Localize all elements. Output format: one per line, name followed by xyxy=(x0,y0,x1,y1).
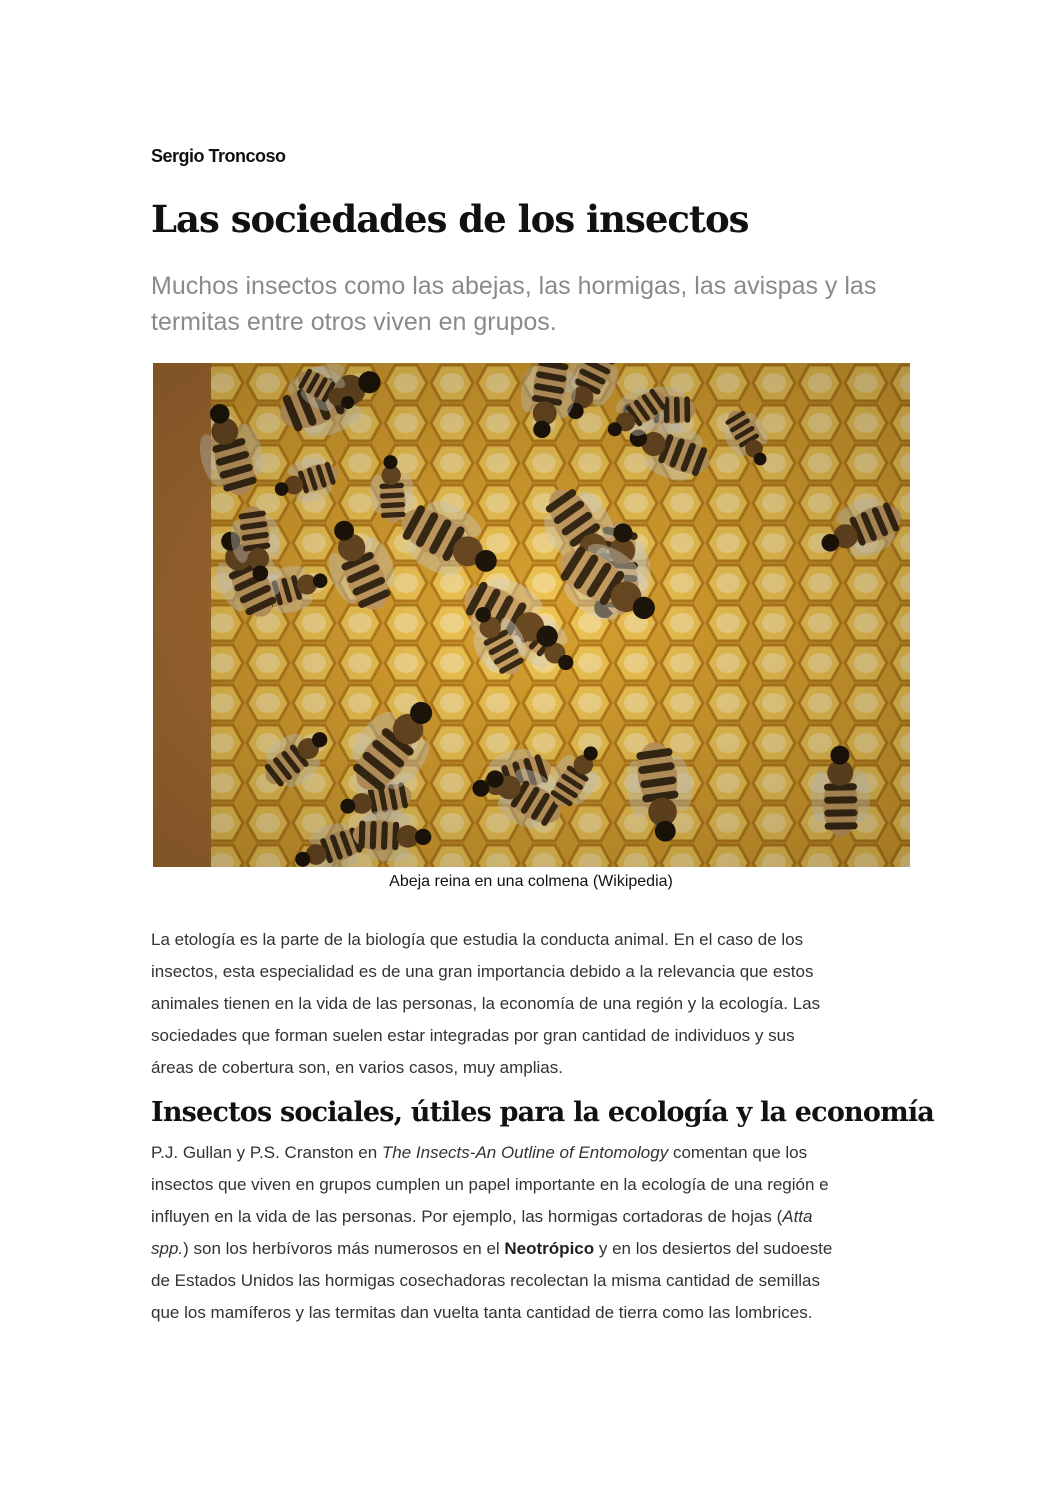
paragraph-line: de Estados Unidos las hormigas cosechadoras recolectan la misma cantidad de semillas xyxy=(151,1271,821,1290)
article-title: Las sociedades de los insectos xyxy=(151,197,749,241)
species-abbrev: spp. xyxy=(151,1239,184,1258)
paragraph-line: que los mamíferos y las termitas dan vuelta tanta cantidad de tierra como las lombrices. xyxy=(151,1303,813,1322)
article-subtitle: Muchos insectos como las abejas, las hormigas, las avispas y las termitas entre otros viven en grupos. xyxy=(151,272,877,336)
section-paragraph xyxy=(151,1137,911,1329)
species-name: Atta xyxy=(782,1207,813,1226)
paragraph-line: insectos, esta especialidad es de una gran importancia debido a la relevancia que estos xyxy=(151,962,814,981)
region-name: Neotrópico xyxy=(504,1239,595,1258)
paragraph-line: La etología es la parte de la biología que estudia la conducta animal. En el caso de los xyxy=(151,930,804,949)
paragraph-line: P.J. Gullan y P.S. Cranston en The Insects-An Outline of Entomology comentan que los xyxy=(151,1143,808,1162)
paragraph-line: animales tienen en la vida de las personas, la economía de una región y la ecología. Las xyxy=(151,994,821,1013)
author-name: Sergio Troncoso xyxy=(151,146,286,166)
paragraph-line: spp.) son los herbívoros más numerosos en el Neotrópico y en los desiertos del sudoeste xyxy=(151,1239,833,1258)
intro-paragraph xyxy=(151,924,911,1084)
paragraph-line: influyen en la vida de las personas. Por ejemplo, las hormigas cortadoras de hojas (Atta xyxy=(151,1207,813,1226)
bee-hive-photo xyxy=(153,363,910,867)
paragraph-line: sociedades que forman suelen estar integradas por gran cantidad de individuos y sus xyxy=(151,1026,795,1045)
section-heading: Insectos sociales, útiles para la ecología y la economía xyxy=(151,1097,934,1128)
paragraph-line: áreas de cobertura son, en varios casos, muy amplias. xyxy=(151,1058,563,1077)
figure-caption: Abeja reina en una colmena (Wikipedia) xyxy=(389,873,673,890)
paragraph-line: insectos que viven en grupos cumplen un papel importante en la ecología de una región e xyxy=(151,1175,829,1194)
book-title: The Insects-An Outline of Entomology xyxy=(381,1143,669,1162)
